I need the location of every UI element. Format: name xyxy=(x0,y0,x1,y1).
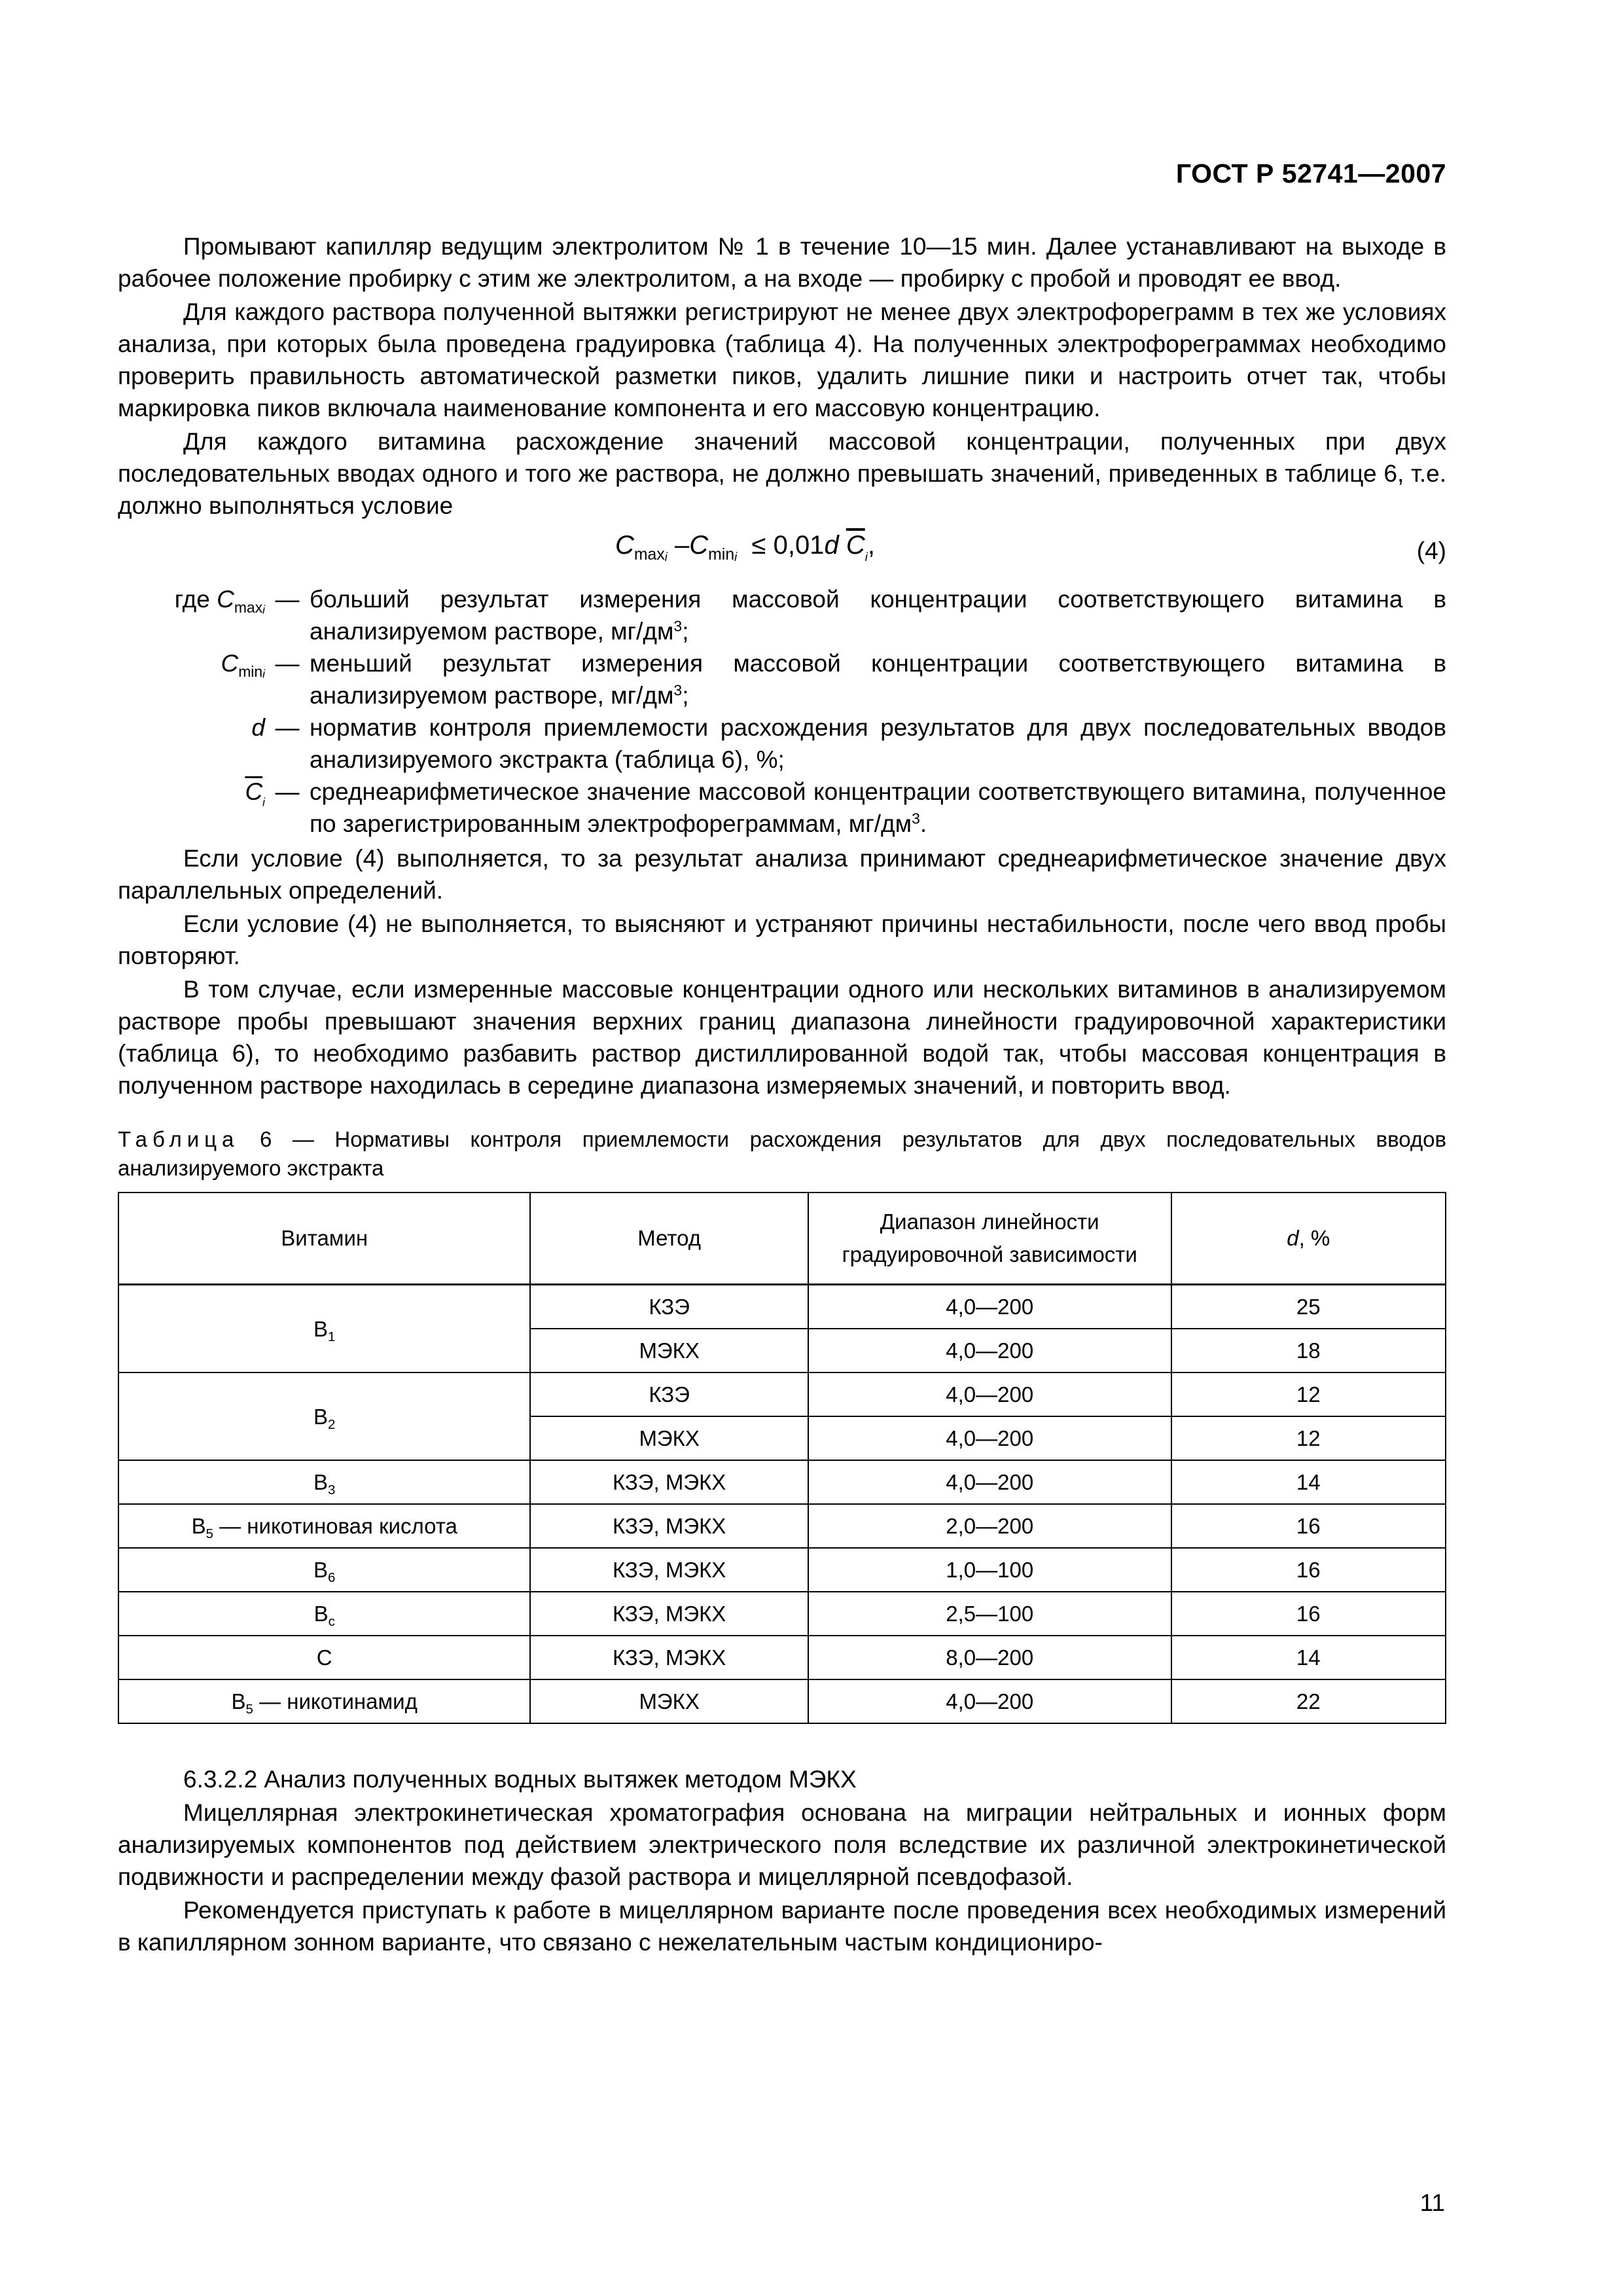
table-caption: Таблица 6 — Нормативы контроля приемлемости расхождения результатов для двух последовательных вводов анализируемого экстракта xyxy=(118,1127,1447,1180)
d-cell: 16 xyxy=(1171,1548,1446,1592)
range-cell: 8,0—200 xyxy=(808,1636,1171,1679)
method-cell: КЗЭ, МЭКХ xyxy=(530,1636,808,1679)
header-d: d, % xyxy=(1171,1193,1446,1285)
vitamin-cell: $B_5$ — никотиновая кислота xyxy=(118,1504,530,1548)
formula-definitions xyxy=(118,583,1446,840)
table-row xyxy=(118,1285,1446,1329)
d-cell: 14 xyxy=(1171,1460,1446,1504)
table-row xyxy=(118,1679,1446,1723)
page-number: 11 xyxy=(1419,2189,1445,2216)
method-cell: КЗЭ, МЭКХ xyxy=(530,1548,808,1592)
range-cell: 1,0—100 xyxy=(808,1548,1171,1592)
definition-cmin: $C_{mini}$ — меньший результат измерения массовой концентрации соответствующего витамина в анализируемом растворе, $мг/дм^3$; xyxy=(118,647,1446,711)
method-cell: МЭКХ xyxy=(530,1679,808,1723)
paragraph-dilution: В том случае, если измеренные массовые концентрации одного или нескольких витаминов в анализируемом растворе пробы превышают значения верхних границ диапазона линейности градуировочной характеристики (таблица 6), то необходимо разбавить раствор дистиллированной водой так, чтобы массовая концентрация в полученном растворе находилась в середине диапазона измеряемых значений, и повторить ввод. xyxy=(118,976,1446,1099)
method-cell: МЭКХ xyxy=(530,1416,808,1460)
range-cell: 4,0—200 xyxy=(808,1460,1171,1504)
method-cell: КЗЭ xyxy=(530,1285,808,1329)
paragraph-register-electropherograms: Для каждого раствора полученной вытяжки регистрируют не менее двух электрофореграмм в тех же условиях анализа, при которых была проведена градуировка (таблица 4). На полученных электрофореграммах необходимо проверить правильность автоматической разметки пиков, удалить лишние пики и настроить отчет так, чтобы маркировка пиков включала наименование компонента и его массовую концентрацию. xyxy=(118,298,1446,422)
definition-text: норматив контроля приемлемости расхождения результатов для двух последовательных вводов анализируемого экстракта (таблица 6), %; xyxy=(310,714,1446,773)
d-cell: 12 xyxy=(1171,1416,1446,1460)
range-cell: 4,0—200 xyxy=(808,1416,1171,1460)
definition-term: где $C_{maxi}$ xyxy=(174,586,265,617)
vitamin-cell: $B_1$ xyxy=(118,1285,530,1373)
vitamin-cell: $B_3$ xyxy=(118,1460,530,1504)
header-method: Метод xyxy=(530,1193,808,1285)
vitamin-cell: C xyxy=(118,1636,530,1679)
method-cell: МЭКХ xyxy=(530,1329,808,1372)
d-cell: 14 xyxy=(1171,1636,1446,1679)
d-cell: 16 xyxy=(1171,1504,1446,1548)
paragraph-condition-met: Если условие (4) выполняется, то за результат анализа принимают среднеарифметическое значение двух параллельных определений. xyxy=(118,845,1446,904)
formula-number: (4) xyxy=(1416,537,1446,564)
range-cell: 2,0—200 xyxy=(808,1504,1171,1548)
table-row xyxy=(118,1504,1446,1548)
vitamin-cell: $B_2$ xyxy=(118,1372,530,1460)
paragraph-discrepancy-condition: Для каждого витамина расхождение значений массовой концентрации, полученных при двух последовательных вводах одного и того же раствора, не должно превышать значений, приведенных в таблице 6, т.е. должно выполняться условие xyxy=(118,428,1446,519)
range-cell: 4,0—200 xyxy=(808,1285,1171,1329)
definition-text: больший результат измерения массовой концентрации соответствующего витамина в анализируемом растворе, $мг/дм^3$; xyxy=(310,586,1446,645)
document-code: ГОСТ Р 52741—2007 xyxy=(1175,158,1446,188)
method-cell: КЗЭ, МЭКХ xyxy=(530,1592,808,1636)
body-text xyxy=(118,230,1446,1960)
d-cell: 22 xyxy=(1171,1679,1446,1723)
range-cell: 2,5—100 xyxy=(808,1592,1171,1636)
table-row xyxy=(118,1372,1446,1416)
range-cell: 4,0—200 xyxy=(808,1679,1171,1723)
section-heading: 6.3.2.2 Анализ полученных водных вытяжек методом МЭКХ xyxy=(183,1766,857,1793)
definition-term: $C_{mini}$ xyxy=(221,650,265,681)
table-row xyxy=(118,1636,1446,1679)
table-6 xyxy=(118,1192,1446,1724)
definition-text: среднеарифметическое значение массовой концентрации соответствующего витамина, полученное по зарегистрированным электрофореграммам, $мг/дм^3$. xyxy=(310,778,1446,837)
header-vitamin: Витамин xyxy=(118,1193,530,1285)
d-cell: 12 xyxy=(1171,1372,1446,1416)
range-cell: 4,0—200 xyxy=(808,1329,1171,1372)
formula-4 xyxy=(118,526,1446,578)
definition-d: d — норматив контроля приемлемости расхождения результатов для двух последовательных вводов анализируемого экстракта (таблица 6), %; xyxy=(118,711,1446,776)
method-cell: КЗЭ, МЭКХ xyxy=(530,1504,808,1548)
definition-cmax: где $C_{maxi}$ — больший результат измерения массовой концентрации соответствующего витамина в анализируемом растворе, $мг/дм^3$; xyxy=(118,583,1446,647)
d-cell: 25 xyxy=(1171,1285,1446,1329)
definition-term: $\overline{C}_i$ xyxy=(245,778,265,809)
d-cell: 18 xyxy=(1171,1329,1446,1372)
paragraph-condition-not-met: Если условие (4) не выполняется, то выясняют и устраняют причины нестабильности, после чего ввод пробы повторяют. xyxy=(118,910,1446,969)
definition-term: d xyxy=(251,714,265,741)
table-header-row xyxy=(118,1193,1446,1285)
method-cell: КЗЭ xyxy=(530,1372,808,1416)
vitamin-cell: $B_5$ — никотинамид xyxy=(118,1679,530,1723)
definition-ci: $\overline{C}_i$ — среднеарифметическое значение массовой концентрации соответствующего витамина, полученное по зарегистрированным электрофореграммам, $мг/дм^3$. xyxy=(118,776,1446,840)
formula-expression: $C_{maxi}$ $-C_{mini} \le 0,01d$ $\overline{C}_i$, xyxy=(615,531,875,564)
definition-text: меньший результат измерения массовой концентрации соответствующего витамина в анализируемом растворе, $мг/дм^3$; xyxy=(310,650,1446,709)
table-row xyxy=(118,1460,1446,1504)
table-row xyxy=(118,1548,1446,1592)
table-row xyxy=(118,1592,1446,1636)
paragraph-mekc-principle: Мицеллярная электрокинетическая хроматография основана на миграции нейтральных и ионных форм анализируемых компонентов под действием электрического поля вследствие их различной электрокинетической подвижности и распределении между фазой раствора и мицеллярной псевдофазой. xyxy=(118,1799,1446,1890)
d-cell: 16 xyxy=(1171,1592,1446,1636)
paragraph-flush-capillary: Промывают капилляр ведущим электролитом № 1 в течение 10—15 мин. Далее устанавливают на выходе в рабочее положение пробирку с этим же электролитом, а на входе — пробирку с пробой и проводят ее ввод. xyxy=(118,233,1446,292)
header-range: Диапазон линейности градуировочной зависимости xyxy=(808,1193,1171,1285)
vitamin-cell: $B_6$ xyxy=(118,1548,530,1592)
paragraph-mekc-recommendation: Рекомендуется приступать к работе в мицеллярном варианте после проведения всех необходимых измерений в капиллярном зонном варианте, что связано с нежелательным частым кондициониро- xyxy=(118,1897,1446,1956)
method-cell: КЗЭ, МЭКХ xyxy=(530,1460,808,1504)
section-6-3-2-2 xyxy=(118,1763,1446,1958)
range-cell: 4,0—200 xyxy=(808,1372,1171,1416)
vitamin-cell: $B_c$ xyxy=(118,1592,530,1636)
